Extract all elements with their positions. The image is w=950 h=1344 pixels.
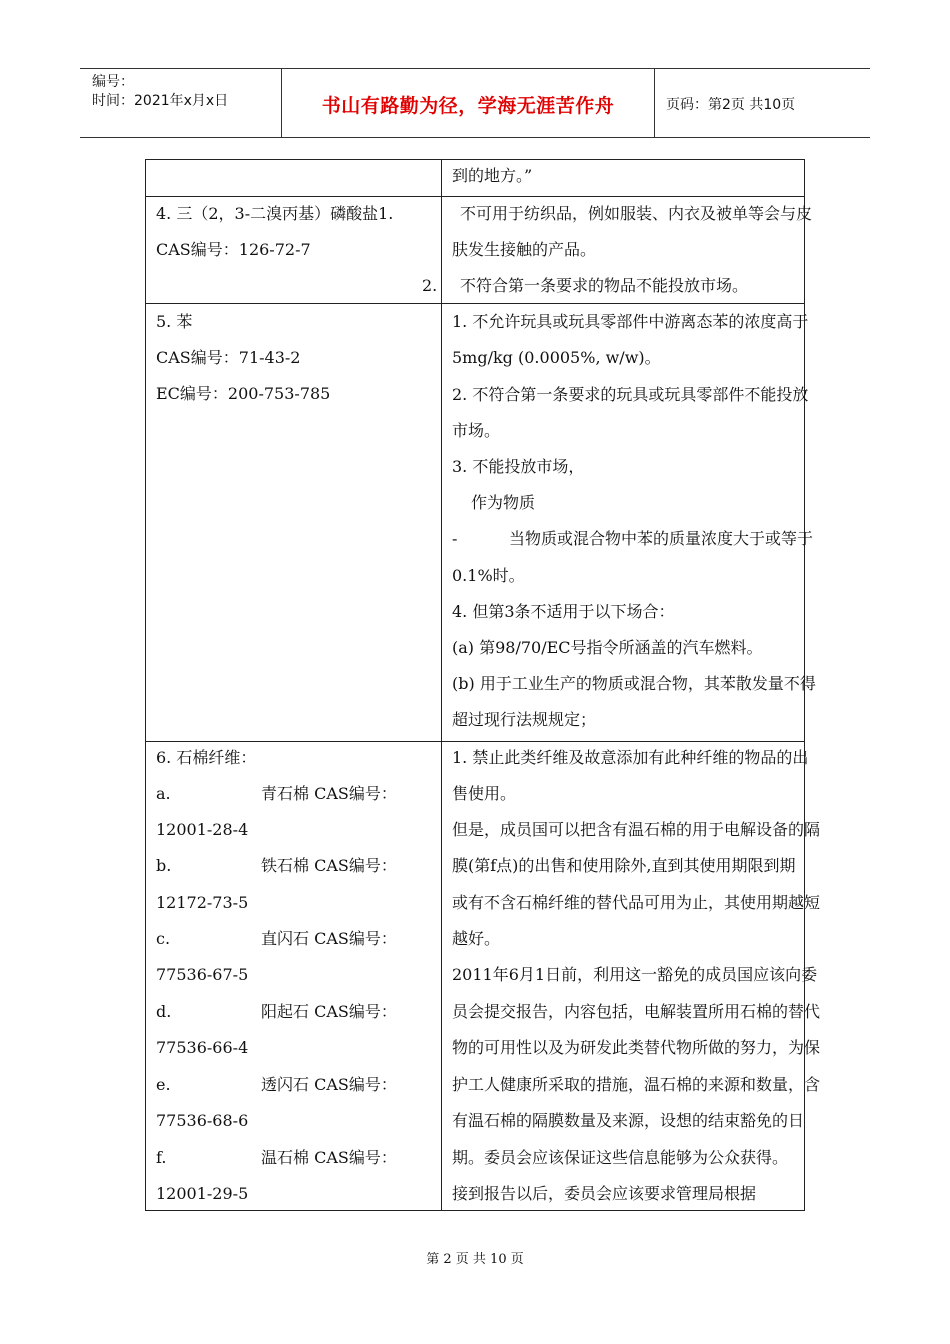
- row5-right-line: 4. 但第3条不适用于以下场合：: [452, 602, 675, 621]
- asbestos-letter: c.: [156, 929, 171, 948]
- row0-right-line: 到的地方。”: [452, 166, 533, 185]
- page-header: [80, 68, 870, 138]
- row6-right-line: 接到报告以后，委员会应该要求管理局根据: [452, 1184, 757, 1203]
- doc-number-label: 编号：: [92, 74, 134, 90]
- asbestos-letter: f.: [156, 1148, 167, 1167]
- asbestos-cas: 77536-66-4: [156, 1038, 249, 1057]
- row5-right-line: 5mg/kg (0.0005%, w/w)。: [452, 348, 661, 367]
- row5-left-line: CAS编号：71-43-2: [156, 348, 301, 367]
- asbestos-name: 温石棉 CAS编号：: [261, 1148, 397, 1167]
- row6-left-title: 6. 石棉纤维：: [156, 748, 257, 767]
- row-divider: [146, 196, 804, 197]
- row5-left-line: EC编号：200-753-785: [156, 384, 331, 403]
- header-motto: 书山有路勤为径，学海无涯苦作舟: [321, 95, 615, 117]
- regulation-table: [145, 159, 821, 1211]
- row5-left-line: 5. 苯: [156, 312, 193, 331]
- row6-right-line: 售使用。: [452, 784, 517, 803]
- row6-right-line: 物的可用性以及为研发此类替代物所做的努力，为保: [452, 1038, 821, 1057]
- asbestos-letter: d.: [156, 1002, 172, 1021]
- page-footer: 第 2 页 共 10 页: [426, 1252, 524, 1267]
- row4-right-line: 肤发生接触的产品。: [452, 240, 597, 259]
- asbestos-cas: 12172-73-5: [156, 893, 249, 912]
- asbestos-letter: a.: [156, 784, 171, 803]
- row5-right-line: 超过现行法规规定；: [452, 710, 597, 729]
- row5-right-line: (b) 用于工业生产的物质或混合物，其苯散发量不得: [452, 674, 816, 693]
- header-meta: [92, 73, 228, 111]
- row6-right-line: 膜(第f点)的出售和使用除外,直到其使用期限到期: [452, 856, 796, 875]
- row4-right-line: 不符合第一条要求的物品不能投放市场。: [460, 276, 749, 295]
- header-page-number: 页码：第2页 共10页: [666, 97, 796, 113]
- row6-right-line: 员会提交报告，内容包括，电解装置所用石棉的替代: [452, 1002, 821, 1021]
- doc-time-label: 时间：2021年x月x日: [92, 93, 229, 109]
- row6-right-line: 护工人健康所采取的措施，温石棉的来源和数量，含: [452, 1075, 821, 1094]
- asbestos-cas: 77536-67-5: [156, 965, 249, 984]
- row5-right-line: 0.1%时。: [452, 566, 525, 585]
- row6-right-line: 越好。: [452, 929, 501, 948]
- asbestos-letter: e.: [156, 1075, 171, 1094]
- asbestos-name: 青石棉 CAS编号：: [261, 784, 397, 803]
- header-divider: [654, 69, 655, 137]
- row4-left-line: 4. 三（2，3-二溴丙基）磷酸盐1.: [156, 204, 394, 223]
- row5-right-line: 3. 不能投放市场，: [452, 457, 585, 476]
- asbestos-name: 铁石棉 CAS编号：: [261, 856, 397, 875]
- row-divider: [146, 303, 804, 304]
- row5-right-line: 市场。: [452, 421, 501, 440]
- row6-right-line: 2011年6月1日前，利用这一豁免的成员国应该向委: [452, 965, 818, 984]
- row4-left-line: CAS编号：126-72-7: [156, 240, 311, 259]
- asbestos-cas: 77536-68-6: [156, 1111, 249, 1130]
- row5-right-line: (a) 第98/70/EC号指令所涵盖的汽车燃料。: [452, 638, 763, 657]
- row6-right-line: 但是，成员国可以把含有温石棉的用于电解设备的隔: [452, 820, 821, 839]
- asbestos-name: 阳起石 CAS编号：: [261, 1002, 397, 1021]
- row6-right-line: 有温石棉的隔膜数量及来源，设想的结束豁免的日: [452, 1111, 805, 1130]
- row-divider: [146, 741, 804, 742]
- asbestos-name: 直闪石 CAS编号：: [261, 929, 397, 948]
- row5-right-line: 2. 不符合第一条要求的玩具或玩具零部件不能投放: [452, 385, 809, 404]
- row5-right-line: 1. 不允许玩具或玩具零部件中游离态苯的浓度高于: [452, 312, 809, 331]
- row4-left-line: 2.: [422, 276, 438, 295]
- row5-right-line: 作为物质: [471, 493, 536, 512]
- asbestos-name: 透闪石 CAS编号：: [261, 1075, 397, 1094]
- asbestos-cas: 12001-28-4: [156, 820, 249, 839]
- row6-right-line: 1. 禁止此类纤维及故意添加有此种纤维的物品的出: [452, 748, 809, 767]
- row5-right-line: 当物质或混合物中苯的质量浓度大于或等于: [509, 529, 814, 548]
- column-divider: [441, 160, 442, 1210]
- asbestos-letter: b.: [156, 856, 172, 875]
- row4-right-line: 不可用于纺织品，例如服装、内衣及被单等会与皮: [460, 204, 813, 223]
- asbestos-cas: 12001-29-5: [156, 1184, 249, 1203]
- row6-right-line: 或有不含石棉纤维的替代品可用为止，其使用期越短: [452, 893, 821, 912]
- row6-right-line: 期。委员会应该保证这些信息能够为公众获得。: [452, 1148, 789, 1167]
- row5-right-line: -: [452, 529, 458, 548]
